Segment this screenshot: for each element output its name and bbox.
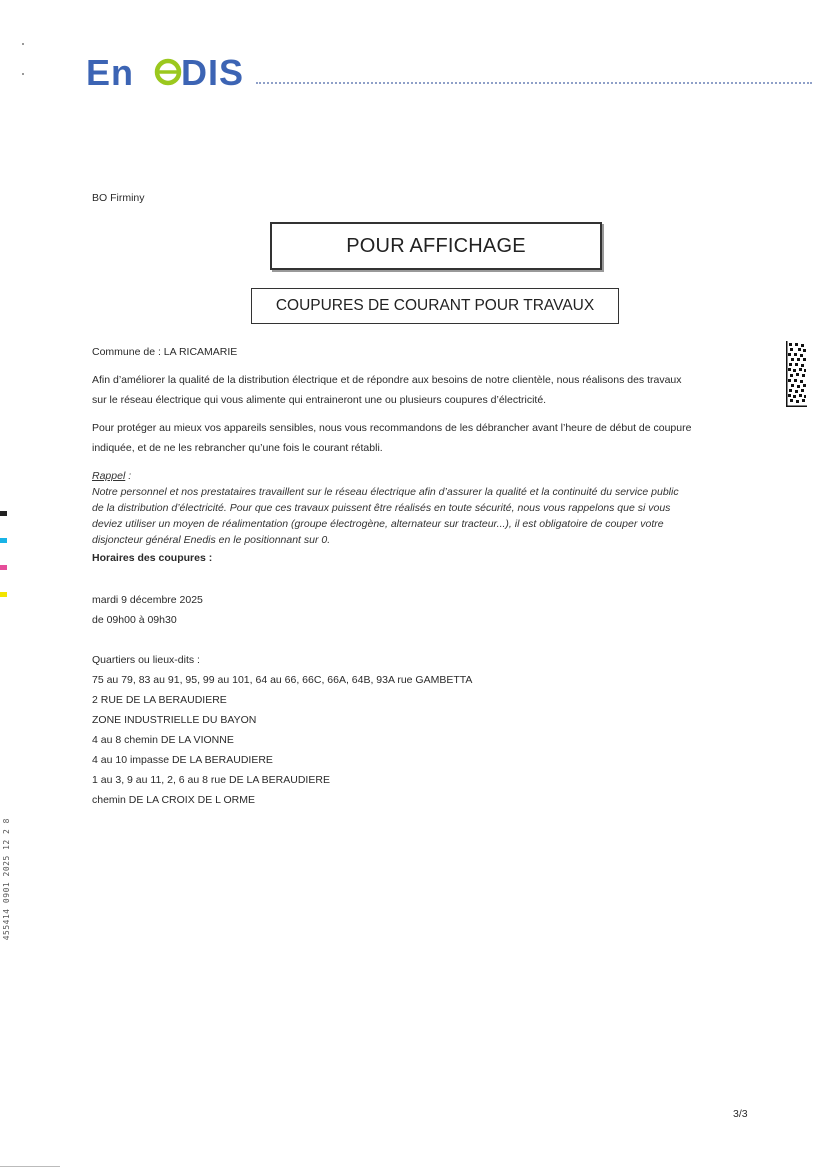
rappel-title: Rappel bbox=[92, 470, 126, 482]
enedis-logo bbox=[86, 52, 246, 92]
title-coupures: COUPURES DE COURANT POUR TRAVAUX bbox=[275, 297, 595, 314]
intro-paragraph bbox=[92, 370, 752, 410]
horaires-title: Horaires des coupures : bbox=[92, 552, 213, 564]
advice-line: indiquée, et de ne les rebrancher qu’une fois le courant rétabli. bbox=[92, 442, 383, 454]
rappel-title-suffix: : bbox=[125, 470, 132, 482]
color-swatch-yellow bbox=[0, 592, 7, 597]
quartiers-title: Quartiers ou lieux-dits : bbox=[92, 654, 200, 666]
quartier-item: 4 au 10 impasse DE LA BERAUDIERE bbox=[92, 754, 273, 766]
title-affichage: POUR AFFICHAGE bbox=[346, 234, 526, 257]
intro-line: sur le réseau électrique qui vous alimente qui entraineront une ou plusieurs coupures d’électricité. bbox=[92, 394, 547, 406]
bottom-edge-line bbox=[0, 1166, 60, 1167]
outage-date: mardi 9 décembre 2025 bbox=[92, 594, 203, 606]
title-box-coupures bbox=[251, 288, 619, 324]
rappel-line: de la distribution d’électricité. Pour que ces travaux puissent être réalisés en toute sécurité, nous vous rappelons que si vous bbox=[92, 502, 671, 514]
quartier-item: ZONE INDUSTRIELLE DU BAYON bbox=[92, 714, 257, 726]
sender-label: BO Firminy bbox=[92, 192, 145, 204]
rappel-line: disjoncteur général Enedis en le positionnant sur 0. bbox=[92, 534, 331, 546]
commune-line: Commune de : LA RICAMARIE bbox=[92, 346, 238, 358]
intro-line: Afin d’améliorer la qualité de la distribution électrique et de répondre aux besoins de notre clientèle, nous réalisons des travaux bbox=[92, 374, 682, 386]
header-rule bbox=[256, 82, 812, 84]
page-number: 3/3 bbox=[733, 1108, 748, 1120]
quartier-item: 4 au 8 chemin DE LA VIONNE bbox=[92, 734, 234, 746]
color-swatch-cyan bbox=[0, 538, 7, 543]
svg-text:DIS: DIS bbox=[181, 52, 245, 92]
color-swatch-black bbox=[0, 511, 7, 516]
quartier-item: chemin DE LA CROIX DE L ORME bbox=[92, 794, 255, 806]
color-swatch-magenta bbox=[0, 565, 7, 570]
rappel-block bbox=[92, 468, 752, 548]
scan-mark bbox=[22, 43, 24, 45]
quartier-item: 2 RUE DE LA BERAUDIERE bbox=[92, 694, 227, 706]
quartier-item: 1 au 3, 9 au 11, 2, 6 au 8 rue DE LA BERAUDIERE bbox=[92, 774, 330, 786]
side-reference-code: 455414 0901 2025 12 2 8 bbox=[2, 818, 11, 941]
horaires-block bbox=[92, 590, 203, 630]
datamatrix-code bbox=[786, 341, 807, 407]
rappel-line: Notre personnel et nos prestataires travaillent sur le réseau électrique afin d’assurer la qualité et la continuité du service public bbox=[92, 486, 679, 498]
quartiers-block bbox=[92, 650, 472, 810]
advice-line: Pour protéger au mieux vos appareils sensibles, nous vous recommandons de les débrancher avant l’heure de début de coupure bbox=[92, 422, 692, 434]
outage-time: de 09h00 à 09h30 bbox=[92, 614, 177, 626]
scan-mark bbox=[22, 73, 24, 75]
svg-text:En: En bbox=[86, 52, 135, 92]
advice-paragraph bbox=[92, 418, 752, 458]
quartier-item: 75 au 79, 83 au 91, 95, 99 au 101, 64 au 66, 66C, 66A, 64B, 93A rue GAMBETTA bbox=[92, 674, 473, 686]
title-box-affichage bbox=[270, 222, 602, 270]
rappel-line: deviez utiliser un moyen de réalimentation (groupe électrogène, alternateur sur tracteur...), il est obligatoire de couper votre bbox=[92, 518, 664, 530]
